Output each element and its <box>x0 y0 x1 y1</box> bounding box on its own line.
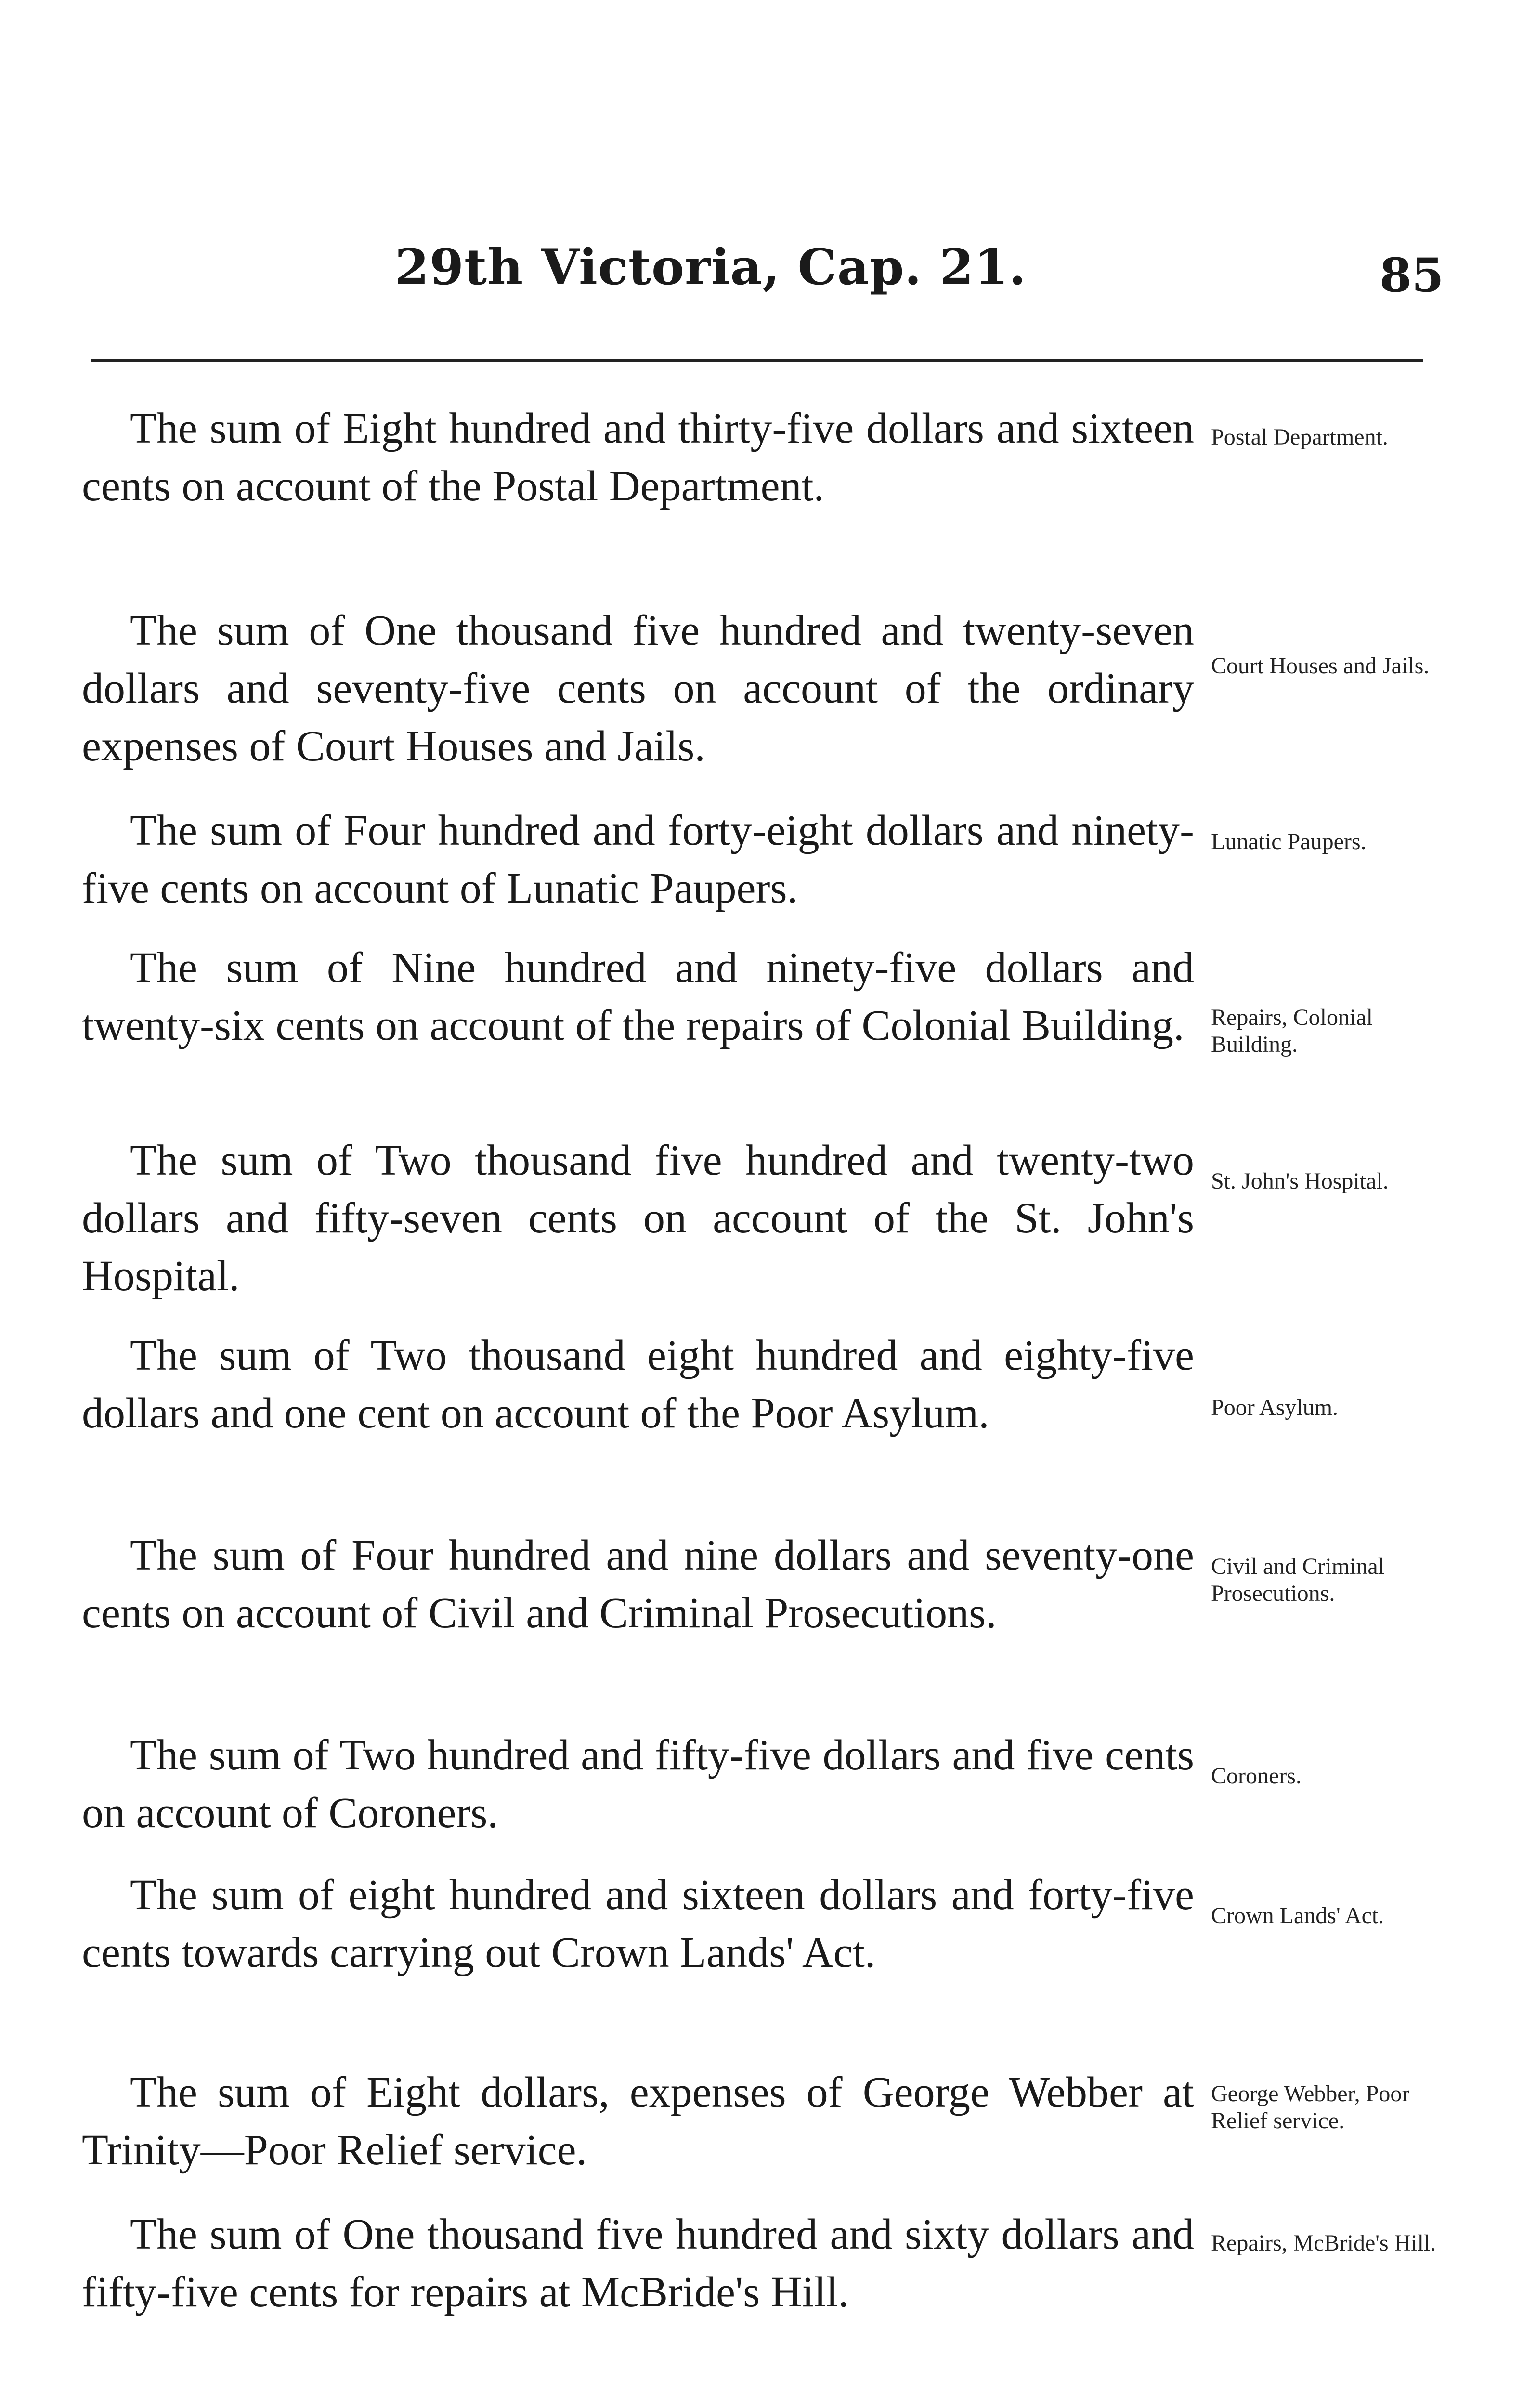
header-rule <box>91 359 1423 362</box>
entry-paragraph: The sum of Eight dollars, expenses of George Webber at Trinity—Poor Relief service. <box>82 2068 1194 2174</box>
margin-note: Crown Lands' Act. <box>1211 1903 1384 1928</box>
margin-note: Lunatic Paupers. <box>1211 829 1367 854</box>
margin-note: Coroners. <box>1211 1763 1302 1789</box>
margin-note: Repairs, McBride's Hill. <box>1211 2230 1436 2256</box>
margin-note: Poor Asylum. <box>1211 1395 1339 1420</box>
margin-note: St. John's Hospital. <box>1211 1168 1389 1194</box>
margin-note: Repairs, Colonial Building. <box>1211 1005 1373 1057</box>
entry-paragraph: The sum of Nine hundred and ninety-five dollars and twenty-six cents on account of the repairs of Colonial Building. <box>82 944 1194 1049</box>
entry-paragraph <box>82 2406 1194 2408</box>
page-number: 85 <box>1380 248 1444 302</box>
margin-note: Civil and Criminal Prosecutions. <box>1211 1554 1384 1606</box>
page-title: 29th Victoria, Cap. 21. <box>395 238 1027 296</box>
entry-paragraph: The sum of One thousand five hundred and twenty-seven dollars and seventy-five cents on account of the ordinary expenses of Court Houses and Jails. <box>82 607 1194 770</box>
margin-note: Court Houses and Jails. <box>1211 653 1430 679</box>
entry-paragraph: The sum of One thousand five hundred and sixty dollars and fifty-five cents for repairs at McBride's Hill. <box>82 2211 1194 2316</box>
entry-paragraph: The sum of Eight hundred and thirty-five dollars and sixteen cents on account of the Postal Department. <box>82 405 1194 510</box>
entry-paragraph: The sum of Two thousand five hundred and twenty-two dollars and fifty-seven cents on account of the St. John's Hospital. <box>82 1137 1194 1300</box>
entry-paragraph: The sum of Two hundred and fifty-five dollars and five cents on account of Coroners. <box>82 1731 1194 1837</box>
entry-paragraph: The sum of eight hundred and sixteen dollars and forty-five cents towards carrying out Crown Lands' Act. <box>82 1871 1194 1976</box>
entry-paragraph: The sum of Four hundred and forty-eight dollars and ninety-five cents on account of Lunatic Paupers. <box>82 807 1194 912</box>
entry-paragraph: The sum of Four hundred and nine dollars and seventy-one cents on account of Civil and Criminal Prosecutions. <box>82 1531 1194 1637</box>
margin-note: George Webber, Poor Relief service. <box>1211 2081 1410 2133</box>
margin-note: Postal Department. <box>1211 424 1388 450</box>
entry-paragraph: The sum of Two thousand eight hundred and eighty-five dollars and one cent on account of the Poor Asylum. <box>82 1332 1194 1437</box>
